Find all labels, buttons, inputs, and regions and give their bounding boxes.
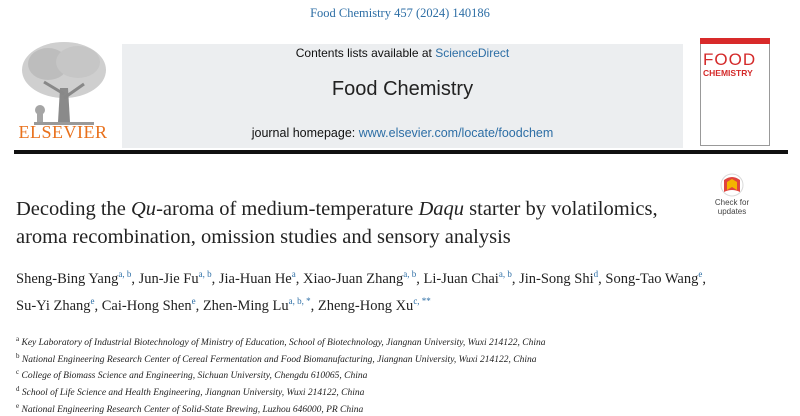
author-affiliation[interactable]: a (291, 269, 296, 279)
author[interactable]: Jun-Jie Fu$^{a, b}$, (138, 269, 219, 287)
author-name: Su-Yi Zhang (16, 297, 91, 314)
check-for-updates-label[interactable]: Check for updates (714, 198, 750, 216)
author-name: Li-Juan Chai (423, 270, 499, 287)
journal-homepage-line (122, 126, 683, 140)
affiliation-text: National Engineering Research Center of Cereal Fermentation and Food Biomanufacturing, Jiangnan University, Wuxi 214122, China (21, 354, 537, 365)
journal-homepage-link[interactable]: www.elsevier.com/locate/foodchem (358, 126, 554, 140)
author-name: Xiao-Juan Zhang (303, 270, 404, 287)
cover-title-chemistry: CHEMISTRY (703, 68, 753, 78)
author-name: Zheng-Hong Xu (317, 297, 414, 314)
author-name: Sheng-Bing Yang (16, 270, 119, 287)
affiliation-item (16, 366, 716, 383)
affiliation-item (16, 350, 716, 367)
author-affiliation[interactable]: a, b (403, 269, 417, 279)
journal-title: Food Chemistry (331, 78, 474, 100)
header-divider (14, 150, 788, 154)
author-affiliation[interactable]: e (698, 269, 703, 279)
affiliation-mark: e (16, 401, 20, 410)
author-name: Zhen-Ming Lu (202, 297, 289, 314)
affiliation-list (16, 333, 716, 416)
title-part: starter by volatilomics, aroma recombination, omission studies and sensory analysis (16, 198, 658, 248)
author[interactable]: Li-Juan Chai$^{a, b}$, (423, 269, 520, 287)
cover-title-food: FOOD (703, 50, 757, 69)
homepage-prefix: journal homepage: (251, 126, 356, 140)
article-title (16, 195, 686, 251)
contents-prefix: Contents lists available at (295, 46, 432, 60)
title-part: -aroma of medium-temperature (156, 198, 419, 220)
affiliation-item (16, 400, 716, 416)
author-name: Jia-Huan He (218, 270, 292, 287)
affiliation-mark: a (16, 335, 20, 343)
author-name: Song-Tao Wang (605, 270, 699, 287)
author-affiliation[interactable]: c, ** (413, 295, 431, 306)
author[interactable]: Su-Yi Zhang$^e$, (16, 295, 102, 314)
affiliation-item (16, 383, 716, 400)
cover-band (700, 38, 770, 44)
title-part: Decoding the (16, 198, 131, 220)
affiliation-item (16, 333, 716, 350)
author-affiliation[interactable]: a, b (498, 269, 512, 279)
author-affiliation[interactable]: e (90, 295, 95, 306)
title-emphasis-qu: Qu (131, 198, 157, 220)
author[interactable]: Zhen-Ming $Lu^{a, b, *}$, (202, 295, 318, 314)
author[interactable]: Cai-Hong Shen$^e$, (101, 295, 203, 314)
affiliation-mark: d (16, 384, 20, 393)
author[interactable]: Song-Tao Wang$^e$, (605, 269, 706, 287)
author[interactable]: Jin-Song Shi$^d$, (519, 269, 606, 287)
author-affiliation[interactable]: a, b, * (288, 295, 311, 306)
affiliation-mark: c (16, 368, 20, 377)
affiliation-text: College of Biomass Science and Engineering, Sichuan University, Chengdu 610065, China (21, 371, 368, 382)
sciencedirect-link[interactable]: ScienceDirect (435, 46, 510, 60)
author-affiliation[interactable]: a, b (118, 269, 132, 279)
affiliation-text: School of Life Science and Health Engineering, Jiangnan University, Wuxi 214122, China (21, 388, 365, 399)
affiliation-text: Key Laboratory of Industrial Biotechnology of Ministry of Education, School of Biotechnology, Jiangnan University, Wuxi 214122, China (21, 338, 546, 349)
author-name: Cai-Hong Shen (101, 297, 192, 314)
author[interactable] (317, 295, 431, 314)
author-affiliation[interactable]: a, b (198, 269, 212, 279)
author-affiliation[interactable]: e (191, 295, 196, 306)
affiliation-mark: b (16, 351, 20, 360)
title-emphasis-daqu: Daqu (418, 198, 465, 220)
author-list (16, 263, 706, 317)
author-name: Jun-Jie Fu (138, 270, 199, 287)
citation-link[interactable]: Food Chemistry 457 (2024) 140186 (310, 6, 490, 20)
author[interactable]: Sheng-Bing Yang$^{a, b}$, (16, 269, 139, 287)
author-name: Jin-Song Shi (519, 270, 594, 287)
author[interactable]: Xiao-Juan Zhang$^{a, b}$, (303, 269, 424, 287)
author-affiliation[interactable]: d (593, 269, 599, 279)
affiliation-text: National Engineering Research Center of Solid-State Brewing, Luzhou 646000, PR China (21, 404, 364, 415)
contents-line (122, 46, 683, 60)
elsevier-wordmark: ELSEVIER (18, 122, 108, 142)
author[interactable]: Jia-Huan He$^a$, (218, 269, 303, 287)
